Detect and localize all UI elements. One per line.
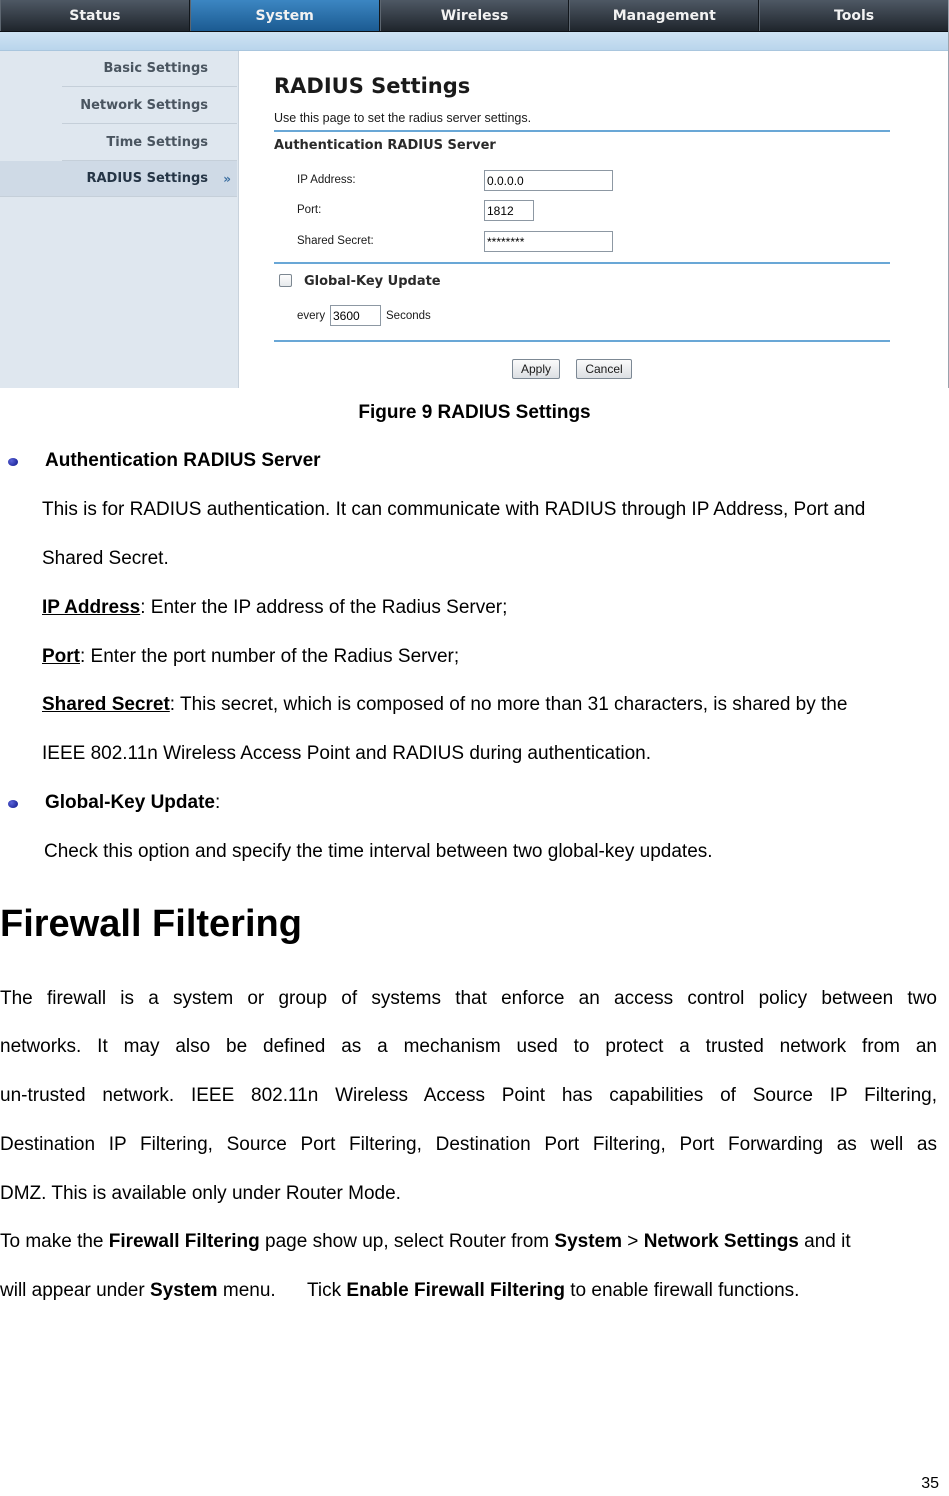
instructions-line	[0, 1231, 851, 1253]
cancel-button[interactable]: Cancel	[576, 359, 632, 379]
text-run: menu. Tick	[217, 1280, 347, 1301]
global-key-checkbox[interactable]	[279, 274, 292, 287]
page-title: RADIUS Settings	[274, 74, 471, 98]
ip-address-label: IP Address:	[297, 174, 356, 186]
text-run: will appear under	[0, 1280, 150, 1301]
seconds-label: Seconds	[386, 310, 431, 322]
text-run: Enable Firewall Filtering	[346, 1280, 565, 1301]
sidebar-item-label: RADIUS Settings	[86, 171, 208, 186]
port-label: Port:	[297, 204, 322, 216]
section-heading: Firewall Filtering	[0, 903, 302, 945]
auth-paragraph-line: This is for RADIUS authentication. It can communicate with RADIUS through IP Address, Port and	[42, 499, 866, 520]
term: IP Address	[42, 597, 141, 618]
term-description: : Enter the IP address of the Radius Server;	[140, 597, 508, 618]
text-run: To make the	[0, 1231, 109, 1252]
auth-paragraph-line: Shared Secret.	[42, 548, 169, 569]
bullet-icon	[8, 800, 18, 808]
term-description: : Enter the port number of the Radius Server;	[80, 646, 460, 667]
firewall-paragraph-line: networks. It may also be defined as a mechanism used to protect a trusted network from an	[0, 1036, 937, 1057]
text-run: Firewall Filtering	[108, 1231, 260, 1252]
global-key-title: Global-Key Update	[304, 274, 441, 289]
gku-description: Check this option and specify the time interval between two global-key updates.	[44, 841, 713, 862]
tab-status[interactable]: Status	[0, 0, 190, 31]
auth-heading: Authentication RADIUS Server	[45, 450, 321, 471]
page-number: 35	[921, 1475, 939, 1492]
text-run: System	[554, 1231, 623, 1252]
firewall-paragraph-line: The firewall is a system or group of systems that enforce an access control policy between two	[0, 988, 937, 1009]
ip-address-input[interactable]: 0.0.0.0	[484, 170, 613, 191]
text-run: >	[622, 1231, 644, 1252]
term: Shared Secret	[42, 694, 170, 715]
shared-secret-label: Shared Secret:	[297, 235, 374, 247]
apply-button[interactable]: Apply	[512, 359, 560, 379]
term-description: : This secret, which is composed of no more than 31 characters, is shared by the	[169, 694, 848, 715]
shared-secret-definition-cont: IEEE 802.11n Wireless Access Point and RADIUS during authentication.	[42, 743, 652, 764]
sidebar-item-network-settings[interactable]: Network Settings	[62, 88, 237, 124]
divider	[274, 340, 890, 342]
gku-colon: :	[214, 792, 221, 813]
sub-nav-bar	[0, 32, 949, 51]
top-nav	[0, 0, 949, 32]
term: Port	[42, 646, 80, 667]
tab-management[interactable]: Management	[569, 0, 759, 31]
auth-section-title: Authentication RADIUS Server	[274, 138, 496, 153]
text-run: and it	[798, 1231, 851, 1252]
ip-address-definition	[42, 597, 507, 619]
text-run: page show up, select Router from	[259, 1231, 555, 1252]
sidebar-item-basic-settings[interactable]: Basic Settings	[62, 51, 237, 87]
tab-tools[interactable]: Tools	[759, 0, 949, 31]
sidebar	[0, 51, 239, 388]
port-input[interactable]: 1812	[484, 200, 534, 221]
shared-secret-definition	[42, 694, 847, 716]
sidebar-item-time-settings[interactable]: Time Settings	[62, 125, 237, 161]
bullet-icon	[8, 458, 18, 466]
interval-input[interactable]: 3600	[330, 305, 381, 326]
gku-heading	[45, 792, 220, 814]
firewall-paragraph-line: DMZ. This is available only under Router Mode.	[0, 1183, 401, 1204]
firewall-paragraph-line: Destination IP Filtering, Source Port Filtering, Destination Port Filtering, Port Forwarding as well as	[0, 1134, 937, 1155]
firewall-paragraph-line: un-trusted network. IEEE 802.11n Wireless Access Point has capabilities of Source IP Filtering,	[0, 1085, 937, 1106]
radius-settings-screenshot	[0, 0, 949, 388]
port-definition	[42, 646, 459, 668]
text-run: Network Settings	[643, 1231, 799, 1252]
sidebar-item-radius-settings[interactable]	[0, 161, 237, 197]
figure-caption: Figure 9 RADIUS Settings	[358, 402, 591, 423]
text-run: to enable firewall functions.	[564, 1280, 800, 1301]
tab-system[interactable]: System	[190, 0, 380, 31]
shared-secret-input[interactable]: ********	[484, 231, 613, 252]
divider	[274, 262, 890, 264]
double-chevron-right-icon: »	[223, 172, 231, 186]
tab-wireless[interactable]: Wireless	[380, 0, 570, 31]
page-description: Use this page to set the radius server settings.	[274, 111, 532, 125]
every-label: every	[297, 310, 326, 322]
gku-heading-text: Global-Key Update	[45, 792, 215, 813]
divider	[274, 130, 890, 132]
instructions-line	[0, 1280, 799, 1302]
text-run: System	[149, 1280, 218, 1301]
